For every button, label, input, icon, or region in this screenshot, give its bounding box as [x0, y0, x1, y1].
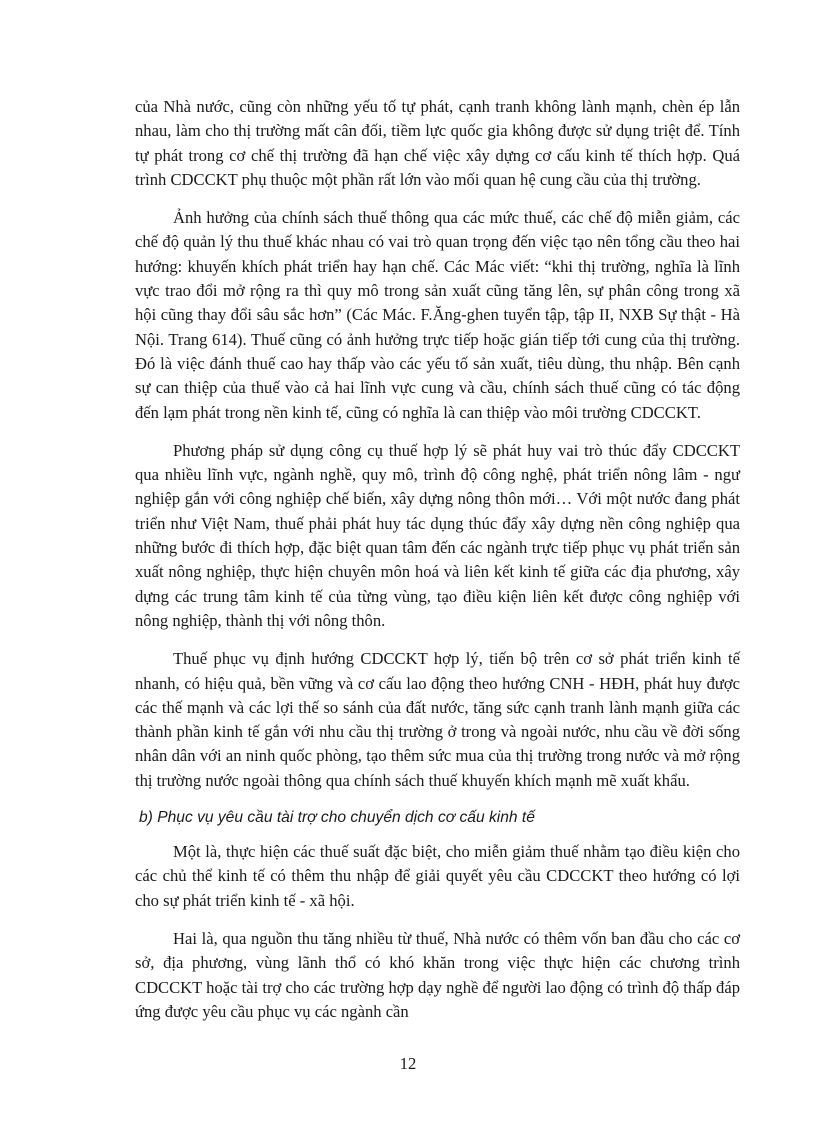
paragraph-5: Một là, thực hiện các thuế suất đặc biệt, cho miễn giảm thuế nhằm tạo điều kiện cho các chủ thể kinh tế có thêm thu nhập để giải quyết yêu cầu CDCCKT theo hướng có lợi cho sự phát triển kinh tế - xã hội. [135, 842, 740, 910]
paragraph-4: Thuế phục vụ định hướng CDCCKT hợp lý, tiến bộ trên cơ sở phát triển kinh tế nhanh, có hiệu quả, bền vững và cơ cấu lao động theo hướng CNH - HĐH, phát huy được các thế mạnh và các lợi thế so sánh của đất nước, tăng sức cạnh tranh lành mạnh giữa các thành phần kinh tế gắn với nhu cầu thị trường ở trong và ngoài nước, nhu cầu về đời sống nhân dân với an ninh quốc phòng, tạo thêm sức mua của thị trường trong nước và mở rộng thị trường nước ngoài thông qua chính sách thuế khuyến khích mạnh mẽ xuất khẩu. [135, 649, 740, 790]
page-number: 12 [399, 1054, 417, 1073]
paragraph-1: của Nhà nước, cũng còn những yếu tố tự phát, cạnh tranh không lành mạnh, chèn ép lẫn nhau, làm cho thị trường mất cân đối, tiềm lực quốc gia không được sử dụng triệt để. Tính tự phát trong cơ chế thị trường đã hạn chế việc xây dựng cơ cấu kinh tế thích hợp. Quá trình CDCCKT phụ thuộc một phần rất lớn vào mối quan hệ cung cầu của thị trường. [135, 97, 740, 189]
paragraph-3: Phương pháp sử dụng công cụ thuế hợp lý sẽ phát huy vai trò thúc đẩy CDCCKT qua nhiều lĩnh vực, ngành nghề, quy mô, trình độ công nghệ, phát triển nông lâm - ngư nghiệp gắn với công nghiệp chế biến, xây dựng nông thôn mới… Với một nước đang phát triển như Việt Nam, thuế phải phát huy tác dụng thúc đẩy xây dựng nền công nghiệp qua những bước đi thích hợp, đặc biệt quan tâm đến các ngành trực tiếp phục vụ phát triển sản xuất nông nghiệp, thực hiện chuyên môn hoá và liên kết kinh tế giữa các địa phương, xây dựng các trung tâm kinh tế của từng vùng, tạo điều kiện liên kết được công nghiệp với nông nghiệp, thành thị với nông thôn. [135, 440, 740, 630]
document-page [135, 95, 740, 1038]
paragraph-2: Ảnh hưởng của chính sách thuế thông qua các mức thuế, các chế độ miễn giảm, các chế độ quản lý thu thuế khác nhau có vai trò quan trọng đến việc tạo nên tổng cầu theo hai hướng: khuyến khích phát triển hay hạn chế. Các Mác viết: “khi thị trường, nghĩa là lĩnh vực trao đổi mở rộng ra thì quy mô trong sản xuất cũng tăng lên, sự phân công trong xã hội cũng thay đổi sâu sắc hơn” (Các Mác. F.Ăng-ghen tuyển tập, tập II, NXB Sự thật - Hà Nội. Trang 614). Thuế cũng có ảnh hưởng trực tiếp hoặc gián tiếp tới cung của thị trường. Đó là việc đánh thuế cao hay thấp vào các yếu tố sản xuất, tiêu dùng, thu nhập. Bên cạnh sự can thiệp của thuế vào cả hai lĩnh vực cung và cầu, chính sách thuế cũng có tác động đến lạm phát trong nền kinh tế, cũng có nghĩa là can thiệp vào môi trường CDCCKT. [135, 208, 740, 422]
section-heading: b) Phục vụ yêu cầu tài trợ cho chuyển dịch cơ cấu kinh tế [139, 809, 535, 827]
paragraph-6: Hai là, qua nguồn thu tăng nhiều từ thuế, Nhà nước có thêm vốn ban đầu cho các cơ sở, địa phương, vùng lãnh thổ có khó khăn trong việc thực hiện các chương trình CDCCKT hoặc tài trợ cho các trường hợp dạy nghề để người lao động có trình độ thấp đáp ứng được yêu cầu phục vụ các ngành cần [135, 928, 740, 1021]
